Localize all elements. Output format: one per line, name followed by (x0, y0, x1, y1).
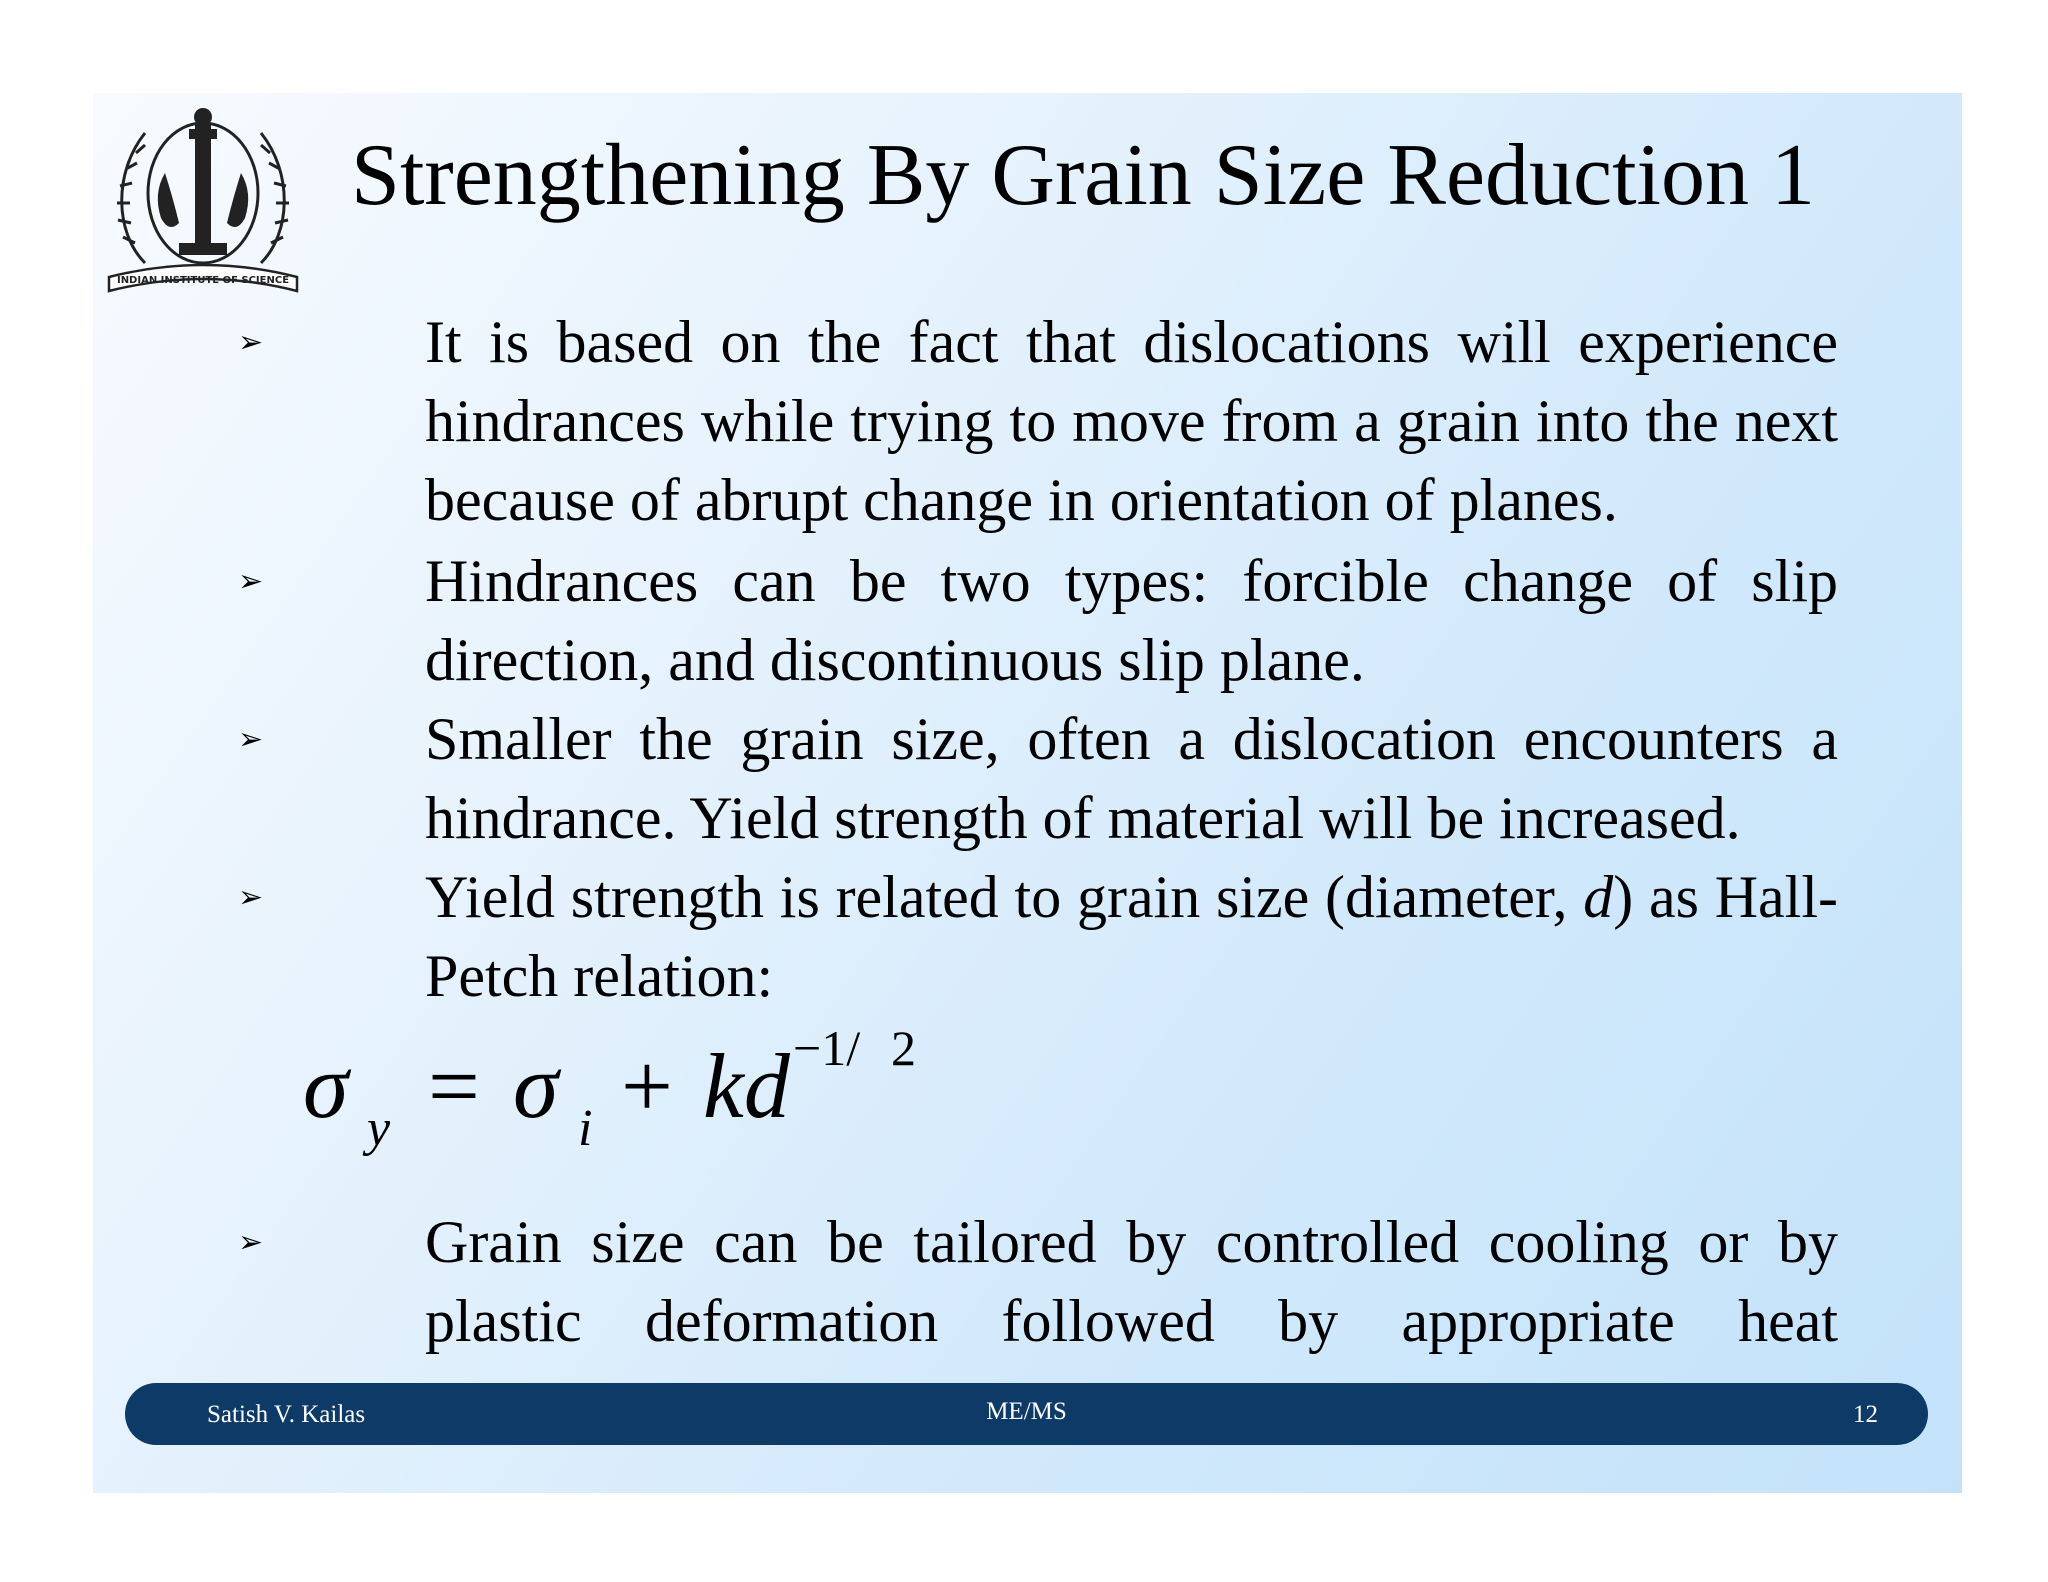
bullet-item (238, 858, 1838, 1016)
slide-title: Strengthening By Grain Size Reduction 1 (351, 127, 1815, 224)
bullet-item (238, 542, 1838, 700)
diameter-symbol: d (1583, 864, 1614, 930)
formula-kd: kd (703, 1035, 790, 1137)
formula-subscript-i: i (578, 1100, 593, 1157)
arrow-bullet-icon: ➢ (238, 1225, 264, 1260)
formula-sigma-i: σ (513, 1035, 559, 1137)
footer-author: Satish V. Kailas (207, 1401, 366, 1428)
arrow-bullet-icon: ➢ (238, 722, 264, 757)
formula-subscript-y: y (367, 1100, 391, 1157)
slide (93, 93, 1962, 1493)
arrow-bullet-icon: ➢ (238, 325, 264, 360)
bullet-item (238, 303, 1838, 540)
bullet-text-part: ) as Hall-Petch relation: (425, 864, 1838, 1009)
formula-sigma-y: σ (303, 1035, 349, 1137)
hall-petch-formula (303, 1020, 1003, 1173)
formula-equals: = (428, 1035, 480, 1137)
bullet-text-hall-petch (425, 858, 1838, 1016)
bullet-text: Hindrances can be two types: forcible change of slip direction, and discontinuous slip plane. (425, 548, 1838, 693)
arrow-bullet-icon: ➢ (238, 880, 264, 915)
bullet-item (238, 700, 1838, 858)
formula-exponent-denominator: 2 (891, 1020, 916, 1076)
bullet-list (238, 303, 1838, 1016)
formula-exponent: −1/ (793, 1020, 861, 1076)
bullet-text-part: Yield strength is related to grain size (diameter, (425, 864, 1584, 930)
footer-course: ME/MS (986, 1398, 1067, 1425)
logo-text: INDIAN INSTITUTE OF SCIENCE (116, 275, 290, 286)
bullet-text: It is based on the fact that dislocations will experience hindrances while trying to move from a grain into the next because of abrupt change in orientation of planes. (425, 309, 1838, 533)
bullet-text: Smaller the grain size, often a dislocation encounters a hindrance. Yield strength of material will be increased. (425, 706, 1838, 851)
arrow-bullet-icon: ➢ (238, 564, 264, 599)
formula-plus: + (621, 1035, 673, 1137)
footer-bar (125, 1383, 1928, 1445)
page-number: 12 (1853, 1401, 1878, 1428)
bullet-text: Grain size can be tailored by controlled cooling or by plastic deformation followed by appropriate heat (425, 1209, 1838, 1354)
institute-logo (105, 93, 301, 293)
